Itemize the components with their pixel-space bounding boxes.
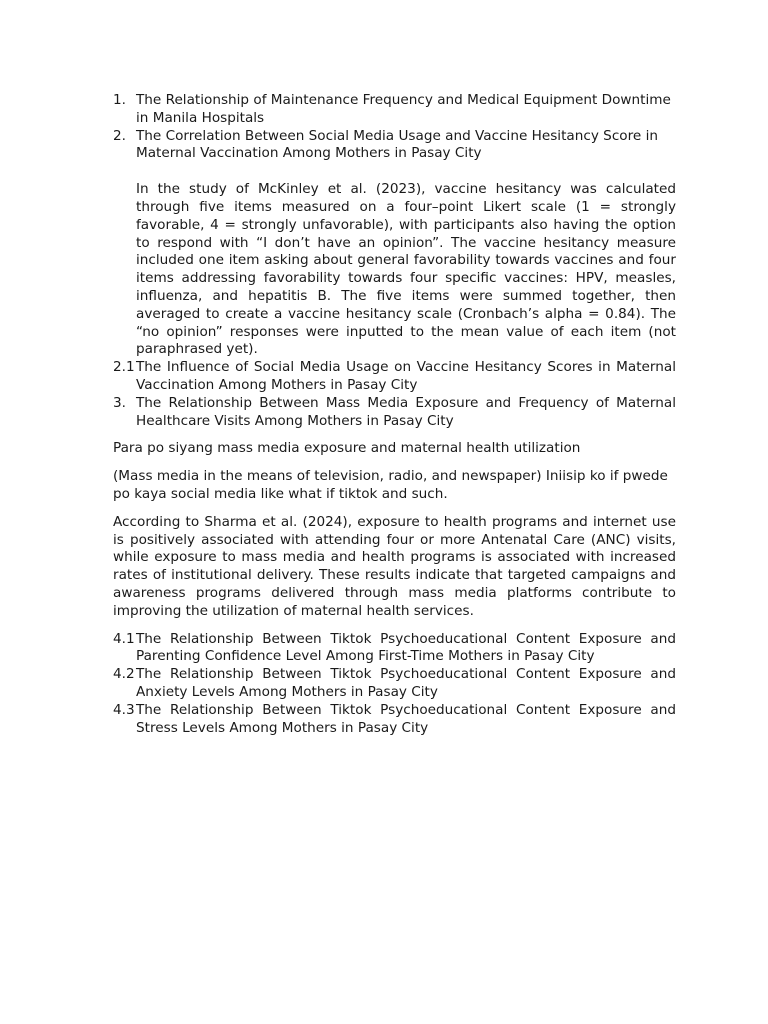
list-item-text: The Relationship Between Tiktok Psychoeducational Content Exposure and Stress Levels Among Mothers in Pasay City xyxy=(136,701,676,736)
list-item-text: The Correlation Between Social Media Usage and Vaccine Hesitancy Score in Maternal Vaccination Among Mothers in Pasay City xyxy=(136,127,658,162)
document-page xyxy=(113,92,676,737)
list-item-text: The Relationship Between Tiktok Psychoeducational Content Exposure and Parenting Confidence Level Among First-Time Mothers in Pasay City xyxy=(136,630,676,665)
list-number: 2. xyxy=(113,127,126,144)
list-number: 4.1 xyxy=(113,630,135,647)
list-item-text: The Influence of Social Media Usage on Vaccine Hesitancy Scores in Maternal Vaccination Among Mothers in Pasay City xyxy=(136,359,676,393)
spacer xyxy=(113,430,676,440)
list-item-4-3 xyxy=(113,702,676,738)
spacer xyxy=(113,458,676,468)
note-paragraph: Para po siyang mass media exposure and maternal health utilization xyxy=(113,440,581,457)
list-item-3 xyxy=(113,395,676,431)
list-number: 4.3 xyxy=(113,701,135,718)
list-item-2 xyxy=(113,128,676,164)
note-paragraph: (Mass media in the means of television, radio, and newspaper) Iniisip ko if pwede po kaya social media like what if tiktok and such. xyxy=(113,468,668,502)
list-number: 3. xyxy=(113,394,126,411)
study-paragraph: In the study of McKinley et al. (2023), vaccine hesitancy was calculated through five items measured on a four–point Likert scale (1 = strongly favorable, 4 = strongly unfavorable), with participants also having the option to respond with “I don’t have an opinion”. The vaccine hesitancy measure included one item asking about general favorability towards vaccines and four items addressing favorability towards four specific vaccines: HPV, measles, influenza, and hepatitis B. The five items were summed together, then averaged to create a vaccine hesitancy scale (Cronbach’s alpha = 0.84). The “no opinion” responses were inputted to the mean value of each item (not paraphrased yet). xyxy=(136,181,676,358)
list-item-4-1 xyxy=(113,631,676,667)
list-item-2-1 xyxy=(113,359,676,395)
list-number: 4.2 xyxy=(113,666,135,683)
list-item-4-2 xyxy=(113,666,676,702)
list-item-text: The Relationship Between Tiktok Psychoeducational Content Exposure and Anxiety Levels Among Mothers in Pasay City xyxy=(136,666,676,700)
list-number: 1. xyxy=(113,92,126,108)
spacer xyxy=(113,504,676,514)
list-number: 2.1 xyxy=(113,359,135,376)
spacer xyxy=(113,621,676,631)
sharma-paragraph: According to Sharma et al. (2024), exposure to health programs and internet use is positively associated with attending four or more Antenatal Care (ANC) visits, while exposure to mass media and health programs is associated with increased rates of institutional delivery. These results indicate that targeted campaigns and awareness programs delivered through mass media platforms contribute to improving the utilization of maternal health services. xyxy=(113,513,676,619)
spacer xyxy=(113,163,676,181)
list-item-text: The Relationship Between Mass Media Exposure and Frequency of Maternal Healthcare Visits Among Mothers in Pasay City xyxy=(136,394,676,429)
study-paragraph-block xyxy=(113,181,676,359)
list-item-text: The Relationship of Maintenance Frequency and Medical Equipment Downtime in Manila Hospitals xyxy=(136,92,671,126)
list-item-1 xyxy=(113,92,676,128)
